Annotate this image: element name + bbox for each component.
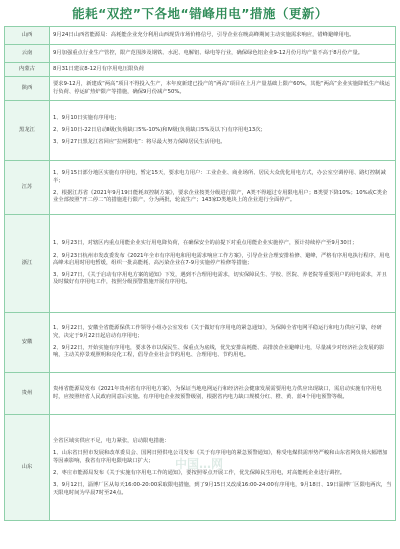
watermark: 中国…网 xyxy=(175,457,224,471)
measure-item: 3、9月27日，《关于启动有序用电方案的通知》下发，遇到不合理用电需求，切实保障民生、学校、医院、养老院等重要用户的用电需求，并且及时做好有序用电工作，按照分级预警措施开展有序用电。 xyxy=(53,272,387,286)
page-title: 能耗“双控”下各地“错峰用电”措施（更新） xyxy=(72,6,328,21)
region-name: 浙江 xyxy=(21,259,33,266)
measure-item: 8月31日建议8-12月有序用电压限负荷 xyxy=(53,65,144,72)
table-row xyxy=(5,45,396,63)
table-row xyxy=(5,215,396,313)
policy-table-body xyxy=(5,27,396,521)
measure-item: 1、山东省日照市发展和改革委员会、国网日照供电公司发布《关于有序用电的紧急预警通知》，称受电煤供需形势严峻和山东省网负荷大幅增加等因素影响，我省有序用电限电缺口扩大； xyxy=(53,450,388,464)
measure-item: 要求9-12月，新建成“两高”项目不得投入生产，本年度新建已投产的“两高”项目在上月产量基础上限产60%，其他“两高”企业实施降低生产线运行负荷、停运矿热炉限产等措施，确保9月份减产50%。 xyxy=(53,81,390,95)
measures-cell xyxy=(50,27,396,45)
region-cell xyxy=(5,161,50,215)
measures-cell xyxy=(50,313,396,373)
region-name: 安徽 xyxy=(21,338,33,345)
region-cell xyxy=(5,313,50,373)
region-name: 江苏 xyxy=(21,183,33,190)
table-row xyxy=(5,101,396,161)
measure-item: 2、9月22日，开始实施有序用电，要求各市以保民生、保重点为底线，优先安排高耗能、高排放企业避峰让电，尽量减少对经济社会发展的影响，主动关停景观照明和亮化工程，倡导企业社会节约用电、合理用电、节约用电。 xyxy=(53,345,385,359)
table-row xyxy=(5,373,396,415)
region-name: 黑龙江 xyxy=(19,126,35,133)
table-row xyxy=(5,313,396,373)
measures-cell xyxy=(50,161,396,215)
table-row xyxy=(5,77,396,101)
region-name: 内蒙古 xyxy=(19,65,35,72)
measure-item: 1、9月10日实施有序用电； xyxy=(53,114,120,121)
measure-item: 2、9月23日杭州市发改委发布《2021年全市有序用电和用电需求响应工作方案》，引导企业合理安排检修、避峰，严格有序用电执行程序，用电高峰未启用时用电暂缓，组织一批高能耗、高污染企业在7-9月实施停产检修等措施； xyxy=(53,252,390,266)
measures-cell xyxy=(50,77,396,101)
table-row xyxy=(5,27,396,45)
region-name: 山东 xyxy=(21,463,33,470)
measure-item: 2、9月10日-22日启动Ⅱ级(负荷缺口5%-10%)和Ⅳ级(负荷缺口5%及以下)有序用电13次； xyxy=(53,126,266,133)
measures-cell xyxy=(50,373,396,415)
table-row xyxy=(5,161,396,215)
region-cell xyxy=(5,27,50,45)
region-name: 贵州 xyxy=(21,389,33,396)
region-cell xyxy=(5,77,50,101)
region-name: 山西 xyxy=(21,31,33,38)
region-name: 陕西 xyxy=(21,84,33,91)
measure-item: 全省区域实供应不足，电力紧张，启动限电措施： xyxy=(53,438,170,445)
measures-cell xyxy=(50,45,396,63)
region-cell xyxy=(5,373,50,415)
measure-item: 1、9月22日，安徽全省能源保供工作领导小组办公室发布《关于做好有序用电的紧急通知》，为保障全省电网平稳运行和电力供应可靠，经研究，决定于9月22日起启动有序用电； xyxy=(53,325,382,339)
measures-cell xyxy=(50,415,396,521)
region-cell xyxy=(5,415,50,521)
region-cell xyxy=(5,215,50,313)
policy-table xyxy=(4,26,396,521)
table-row xyxy=(5,415,396,521)
measure-item: 9月24日山西省能源局：高耗能企业充分利用山西现货市场价格信号，引导企业在晚高峰期间主动实施需求响应，错峰避峰用电。 xyxy=(53,31,355,38)
measure-item: 3、9月12日，淄博厂区从每天16:00-20:00采取限电措施，到了9月15日又改成16:00-24:00有序用电，9月18日、19日淄博厂区限电两次，当天限电时间为早晨7时至24点。 xyxy=(53,482,392,496)
measure-item: 2、枣庄市能源局发布《关于实施有序用电工作的通知》，要按照零点开展工作，优先保障民生用电，对高能耗企业进行调控。 xyxy=(53,470,346,476)
measure-item: 1、9月23日，对辖区内重点用能企业实行用电降负荷，在确保安全的前提下对重点用能企业实施停产，预计持续停产至9月30日； xyxy=(53,240,358,247)
region-cell xyxy=(5,101,50,161)
measures-cell xyxy=(50,101,396,161)
measure-item: 1、9月15日部分地区实施有序用电，暂定15天，要求电力用户：工业企业、商业场所、居民大众优化用电方式，办公室空调停用、路灯控制减半； xyxy=(53,170,386,184)
region-cell xyxy=(5,45,50,63)
measures-cell xyxy=(50,63,396,77)
region-name: 云南 xyxy=(21,49,33,56)
measures-cell xyxy=(50,215,396,313)
region-cell xyxy=(5,63,50,77)
measure-item: 贵州省能源局发布《2021年贵州省有序用电方案》，为保证当地电网运行和经济社会健康发展需要用电力供应出现缺口，需启动实施有序用电时，应按照经省人民政府同意后实施。有序用电企业按预警级别，根据省内电力缺口规模分红、橙、黄、蓝4个用电预警等级。 xyxy=(53,386,382,400)
measure-item: 2、根据江苏省《2021年9月19日能耗双控制方案》，要求企业按类分级进行限产，A类不得超过专用限电用户；B类要下降10%；10%或C类企业全部按照“开二停二”的措施进行限产，分为两批，轮流生产；143家D类地块上的企业进行全面停产。 xyxy=(53,190,388,204)
measure-item: 3、9月27日黑龙江省回应“拉闸限电”：将尽最大努力保障居民生活用电。 xyxy=(53,139,226,146)
table-row xyxy=(5,63,396,77)
measure-item: 9月加强重点行业生产管控，限产范围涉及钢铁、水泥、电解铝、绿电等行业，确保绿色铝企业9-12月份月均产量不高于8月份产量。 xyxy=(53,49,364,56)
